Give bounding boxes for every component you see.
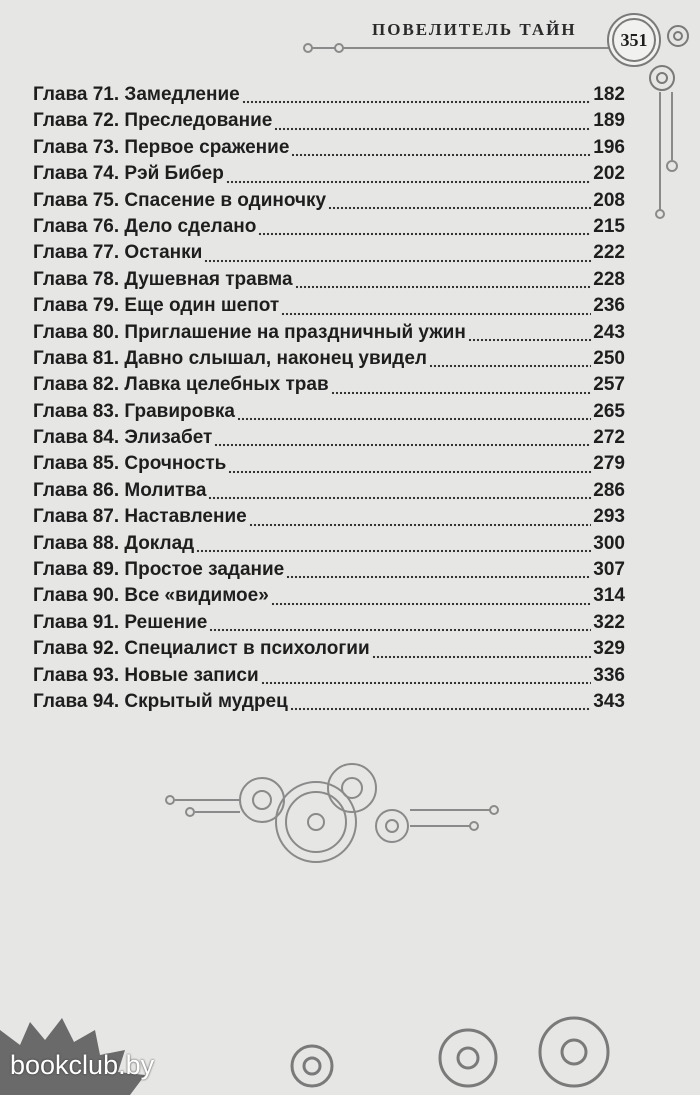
toc-entry-title: Глава 73. Первое сражение	[33, 136, 290, 158]
watermark: bookclub.by	[10, 1050, 155, 1080]
toc-entry	[33, 691, 625, 717]
toc-entry-title: Глава 80. Приглашение на праздничный ужин	[33, 321, 466, 343]
toc-leader-dots	[226, 180, 591, 184]
toc-entry	[33, 427, 625, 453]
toc-entry-page: 202	[593, 163, 625, 185]
toc-entry-title: Глава 84. Элизабет	[33, 427, 213, 449]
toc-entry-page: 307	[593, 559, 625, 581]
toc-entry	[33, 506, 625, 532]
toc-entry-page: 228	[593, 268, 625, 290]
toc-entry-title: Глава 78. Душевная травма	[33, 268, 293, 290]
toc-leader-dots	[274, 127, 591, 131]
toc-leader-dots	[271, 602, 592, 606]
toc-entry-page: 314	[593, 585, 625, 607]
toc-entry-page: 182	[593, 84, 625, 105]
toc-entry	[33, 190, 625, 216]
table-of-contents	[33, 84, 625, 717]
vertical-rod	[656, 92, 677, 218]
toc-entry-title: Глава 75. Спасение в одиночку	[33, 189, 327, 211]
toc-leader-dots	[429, 364, 591, 368]
toc-leader-dots	[295, 285, 592, 289]
toc-leader-dots	[281, 312, 591, 316]
toc-entry-title: Глава 81. Давно слышал, наконец увидел	[33, 347, 427, 369]
toc-entry-title: Глава 82. Лавка целебных трав	[33, 374, 329, 396]
footer-gear-icons	[292, 1018, 608, 1086]
toc-entry-title: Глава 89. Простое задание	[33, 559, 285, 581]
toc-leader-dots	[204, 259, 591, 263]
toc-entry-page: 222	[593, 242, 625, 264]
toc-entry-title: Глава 79. Еще один шепот	[33, 295, 280, 317]
toc-entry-page: 272	[593, 427, 625, 449]
toc-leader-dots	[331, 391, 592, 395]
toc-entry-page: 265	[593, 400, 625, 422]
toc-entry	[33, 533, 625, 559]
toc-entry	[33, 216, 625, 242]
toc-entry	[33, 84, 625, 110]
toc-entry-page: 300	[593, 532, 625, 554]
toc-leader-dots	[208, 496, 591, 500]
center-gear-ornament	[166, 764, 498, 862]
toc-entry-page: 236	[593, 295, 625, 317]
toc-entry-title: Глава 87. Наставление	[33, 506, 247, 528]
toc-entry	[33, 453, 625, 479]
toc-entry	[33, 480, 625, 506]
toc-leader-dots	[468, 338, 591, 342]
toc-entry-title: Глава 93. Новые записи	[33, 664, 259, 686]
toc-entry	[33, 110, 625, 136]
toc-leader-dots	[258, 232, 591, 236]
toc-entry	[33, 401, 625, 427]
toc-entry	[33, 348, 625, 374]
toc-entry	[33, 559, 625, 585]
toc-entry-title: Глава 92. Специалист в психологии	[33, 638, 370, 660]
toc-entry-page: 189	[593, 110, 625, 132]
toc-entry	[33, 137, 625, 163]
toc-entry-page: 243	[593, 321, 625, 343]
toc-leader-dots	[209, 628, 591, 632]
toc-leader-dots	[328, 206, 591, 210]
toc-entry	[33, 374, 625, 400]
toc-leader-dots	[261, 681, 592, 685]
toc-leader-dots	[196, 549, 591, 553]
toc-leader-dots	[291, 153, 591, 157]
toc-entry-title: Глава 77. Останки	[33, 242, 203, 264]
toc-leader-dots	[249, 523, 592, 527]
page-number: 351	[620, 30, 648, 50]
toc-entry-page: 329	[593, 638, 625, 660]
toc-leader-dots	[214, 443, 591, 447]
toc-entry-title: Глава 83. Гравировка	[33, 400, 235, 422]
toc-entry	[33, 638, 625, 664]
toc-entry-title: Глава 91. Решение	[33, 611, 208, 633]
toc-leader-dots	[237, 417, 591, 421]
toc-entry-page: 286	[593, 479, 625, 501]
toc-entry-page: 215	[593, 215, 625, 237]
toc-entry	[33, 163, 625, 189]
toc-entry-title: Глава 76. Дело сделано	[33, 215, 257, 237]
toc-leader-dots	[286, 575, 591, 579]
toc-entry-page: 322	[593, 611, 625, 633]
toc-leader-dots	[372, 655, 592, 659]
toc-entry-title: Глава 86. Молитва	[33, 479, 207, 501]
toc-leader-dots	[290, 707, 592, 711]
toc-leader-dots	[228, 470, 591, 474]
toc-entry	[33, 585, 625, 611]
running-title: ПОВЕЛИТЕЛЬ ТАЙН	[372, 20, 577, 39]
toc-entry-title: Глава 72. Преследование	[33, 110, 273, 132]
toc-entry-page: 257	[593, 374, 625, 396]
toc-entry-page: 293	[593, 506, 625, 528]
toc-leader-dots	[242, 100, 592, 104]
toc-entry-title: Глава 85. Срочность	[33, 453, 227, 475]
toc-entry-title: Глава 90. Все «видимое»	[33, 585, 269, 607]
toc-entry-title: Глава 88. Доклад	[33, 532, 195, 554]
toc-entry	[33, 269, 625, 295]
toc-entry-page: 336	[593, 664, 625, 686]
toc-entry-page: 250	[593, 347, 625, 369]
toc-entry	[33, 322, 625, 348]
toc-entry-title: Глава 94. Скрытый мудрец	[33, 690, 288, 712]
toc-entry	[33, 295, 625, 321]
toc-entry-page: 279	[593, 453, 625, 475]
toc-entry-title: Глава 71. Замедление	[33, 84, 240, 105]
toc-entry	[33, 242, 625, 268]
header-rule	[304, 44, 612, 52]
toc-entry	[33, 665, 625, 691]
toc-entry-page: 343	[593, 690, 625, 712]
toc-entry-page: 208	[593, 189, 625, 211]
toc-entry-page: 196	[593, 136, 625, 158]
toc-entry-title: Глава 74. Рэй Бибер	[33, 163, 224, 185]
toc-entry	[33, 612, 625, 638]
